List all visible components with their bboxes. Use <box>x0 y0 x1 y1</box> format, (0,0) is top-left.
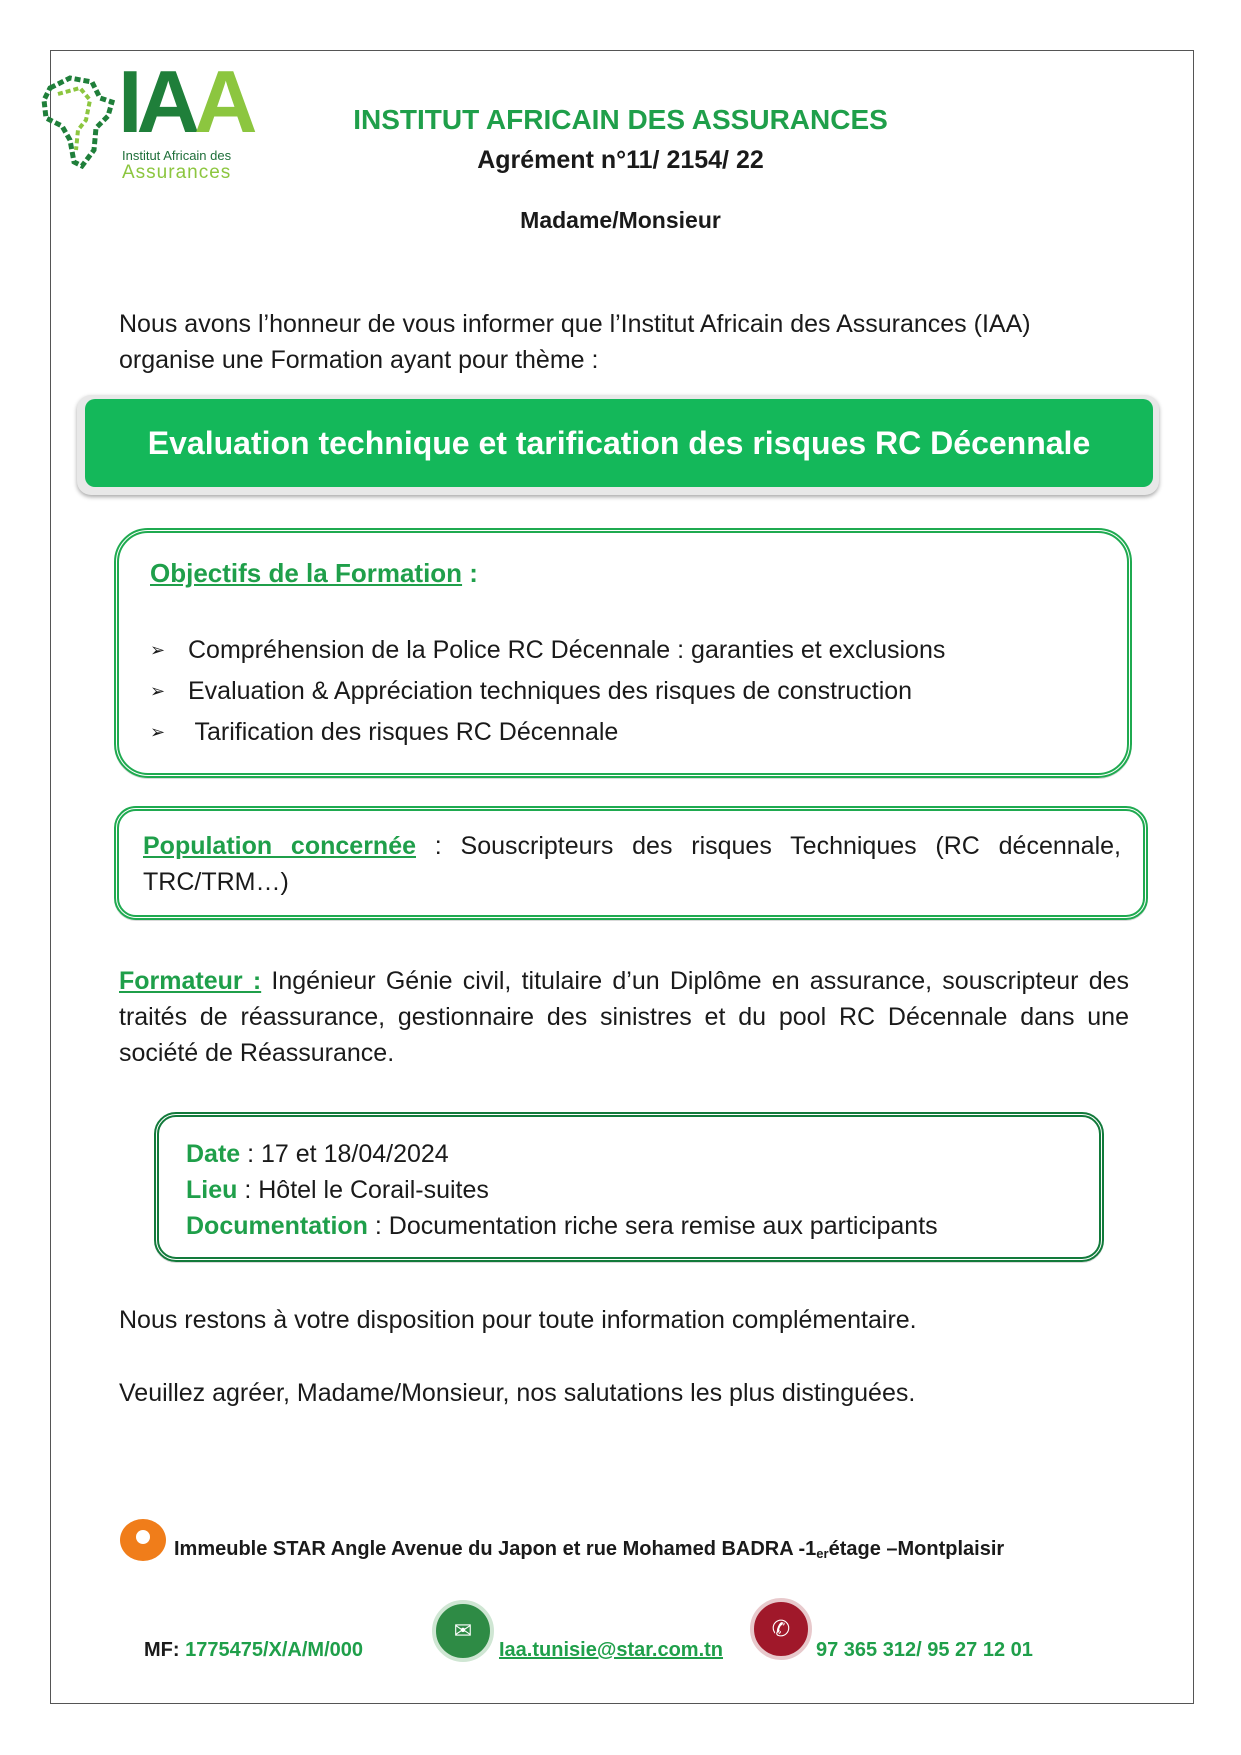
mf-number <box>144 1639 363 1662</box>
logo-letters-main: IA <box>118 52 194 151</box>
trainer-paragraph <box>119 963 1129 1071</box>
objectives-list <box>150 630 945 753</box>
mf-value: 1775475/X/A/M/000 <box>185 1639 363 1661</box>
logo-letters-accent: A <box>194 52 252 151</box>
agrement-number: Agrément n°11/ 2154/ 22 <box>477 146 764 174</box>
mf-label: MF: <box>144 1639 186 1661</box>
trainer-heading: Formateur : <box>119 967 262 995</box>
objectives-heading <box>150 558 478 589</box>
documentation-value: : Documentation riche sera remise aux participants <box>367 1212 938 1240</box>
list-item <box>150 630 945 671</box>
documentation-line <box>186 1208 938 1244</box>
address-superscript: er <box>816 1546 829 1561</box>
theme-banner <box>77 395 1159 495</box>
objective-text: Evaluation & Appréciation techniques des risques de construction <box>188 677 913 705</box>
population-text: : Souscripteurs des risques Techniques (RC décennale, TRC/TRM…) <box>143 832 1121 896</box>
population-paragraph <box>143 828 1121 900</box>
footer-address <box>118 1519 1004 1561</box>
documentation-label: Documentation <box>186 1212 368 1240</box>
population-heading: Population concernée <box>143 832 416 860</box>
list-item <box>150 671 945 712</box>
date-value: : 17 et 18/04/2024 <box>240 1140 449 1168</box>
institute-title: INSTITUT AFRICAIN DES ASSURANCES <box>353 104 888 135</box>
list-item <box>150 712 945 753</box>
trainer-text: Ingénieur Génie civil, titulaire d’un Diplôme en assurance, souscripteur des traités de réassurance, gestionnaire des sinistres et du pool RC Décennale dans une société de Réassurance. <box>119 967 1129 1067</box>
phone-numbers: 97 365 312/ 95 27 12 01 <box>816 1639 1033 1661</box>
date-line <box>186 1136 938 1172</box>
arrow-bullet-icon: ➢ <box>150 640 166 660</box>
address-text-end: étage –Montplaisir <box>828 1538 1005 1560</box>
date-label: Date <box>186 1140 241 1168</box>
mail-icon: ✉ <box>432 1600 494 1662</box>
logo-subtitle-2: Assurances <box>122 162 232 183</box>
arrow-bullet-icon: ➢ <box>150 681 166 701</box>
objectives-heading-label: Objectifs de la Formation <box>150 558 463 588</box>
arrow-bullet-icon: ➢ <box>150 722 166 742</box>
address-text: Immeuble STAR Angle Avenue du Japon et rue Mohamed BADRA -1 <box>174 1538 817 1560</box>
closing-line-1: Nous restons à votre disposition pour toute information complémentaire. <box>119 1306 917 1334</box>
email-link[interactable]: Iaa.tunisie@star.com.tn <box>499 1639 724 1661</box>
details-lines <box>186 1136 938 1244</box>
place-label: Lieu <box>186 1176 238 1204</box>
theme-title: Evaluation technique et tarification des risques RC Décennale <box>85 399 1153 487</box>
objectives-heading-suffix: : <box>462 558 478 588</box>
place-line <box>186 1172 938 1208</box>
place-value: : Hôtel le Corail-suites <box>237 1176 489 1204</box>
objective-text: Compréhension de la Police RC Décennale : garanties et exclusions <box>188 636 946 664</box>
location-pin-icon <box>118 1519 170 1561</box>
intro-paragraph: Nous avons l’honneur de vous informer que l’Institut Africain des Assurances (IAA) organise une Formation ayant pour thème : <box>119 310 1031 374</box>
phone-icon: ✆ <box>750 1598 812 1660</box>
logo-subtitle-1: Institut Africain des <box>122 148 232 163</box>
closing-line-2: Veuillez agréer, Madame/Monsieur, nos salutations les plus distinguées. <box>119 1379 916 1407</box>
objective-text: Tarification des risques RC Décennale <box>188 718 619 746</box>
salutation: Madame/Monsieur <box>520 207 721 233</box>
